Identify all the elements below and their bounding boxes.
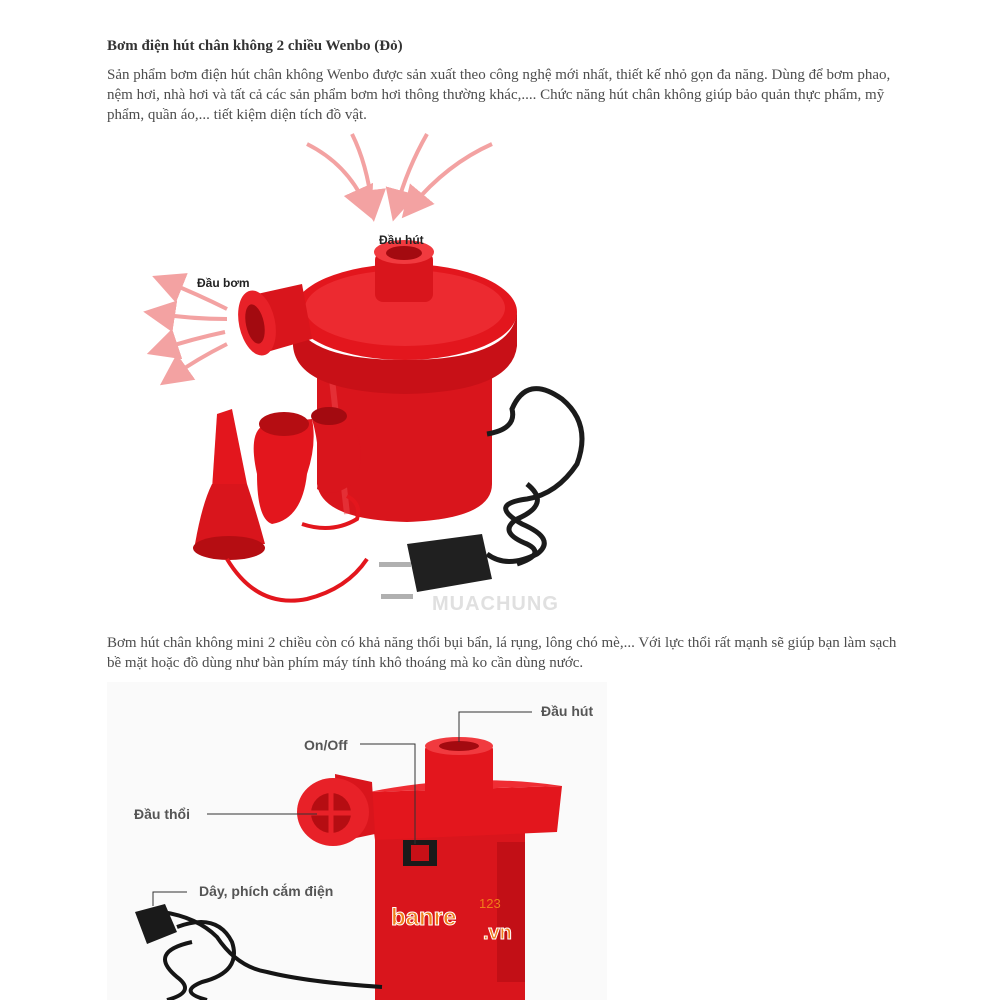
- watermark-num: 123: [479, 896, 501, 911]
- article-header: [107, 36, 907, 125]
- watermark: MUACHUNG: [432, 593, 559, 615]
- label-cord: Dây, phích cắm điện: [199, 883, 334, 899]
- watermark-main: banre: [391, 904, 457, 931]
- article-intro: Sản phẩm bơm điện hút chân không Wenbo được sản xuất theo công nghệ mới nhất, thiết kế nhỏ gọn đa năng. Dùng để bơm phao, nệm hơi, nhà hơi và tất cả các sản phẩm bơm hơi thông thường khác,.... Chức năng hút chân không giúp bảo quản thực phẩm, mỹ phẩm, quần áo,... tiết kiệm diện tích đồ vật.: [107, 67, 891, 123]
- paragraph-2-wrap: [107, 633, 907, 673]
- article-paragraph-2: Bơm hút chân không mini 2 chiều còn có khả năng thổi bụi bẩn, lá rụng, lông chó mè,... Với lực thổi rất mạnh sẽ giúp bạn làm sạch bề mặt hoặc đồ dùng như bàn phím máy tính khô thoáng mà ko cần dùng nước.: [107, 635, 897, 671]
- power-cord: [487, 389, 582, 564]
- article-title: Bơm điện hút chân không 2 chiều Wenbo (Đỏ): [107, 38, 403, 54]
- label-intake-2: Đầu hút: [541, 703, 594, 719]
- label-switch: On/Off: [304, 737, 348, 753]
- label-outlet: Đầu bơm: [197, 276, 250, 290]
- label-intake: Đầu hút: [379, 233, 424, 247]
- product-image-1: [107, 124, 607, 624]
- watermark-sub: .vn: [483, 922, 512, 944]
- outlet-arrows: [159, 282, 227, 376]
- product-image-2: [107, 682, 607, 1000]
- power-plug: [379, 534, 492, 599]
- intake-arrows: [307, 134, 492, 206]
- label-blower: Đầu thổi: [134, 806, 190, 822]
